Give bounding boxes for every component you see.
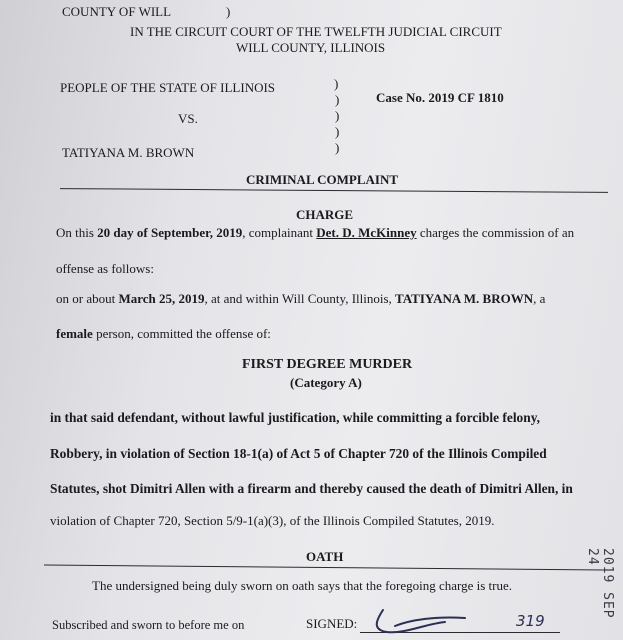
defendant-ref: TATIYANA M. BROWN (395, 291, 534, 306)
subscribed-line: Subscribed and sworn to before me on (52, 618, 245, 632)
caption-paren: ) (335, 140, 340, 155)
complaint-date: 20 day of September, 2019 (97, 225, 243, 240)
paragraph-2: offense as follows: (56, 261, 154, 276)
offense-date: March 25, 2019 (118, 291, 205, 306)
text-run: , complainant (242, 225, 317, 240)
signature-number: 319 (516, 612, 545, 630)
caption-paren: ) (335, 124, 340, 139)
text-run: , a (533, 291, 546, 306)
body-line-2: Robbery, in violation of Section 18-1(a) of Act 5 of Chapter 720 of the Illinois Compiled (50, 446, 547, 461)
case-number: Case No. 2019 CF 1810 (376, 90, 504, 105)
complainant-name: Det. D. McKinney (316, 225, 417, 240)
text-run: person, committed the offense of: (92, 326, 271, 341)
body-line-3: Statutes, shot Dimitri Allen with a firearm and thereby caused the death of Dimitri Allen, in (50, 481, 573, 496)
oath-rule (44, 565, 604, 571)
body-line-4: violation of Chapter 720, Section 5/9-1(a)(3), of the Illinois Compiled Statutes, 2019. (50, 513, 495, 528)
body-line-1: in that said defendant, without lawful justification, while committing a forcible felony, (50, 410, 541, 425)
paragraph-1 (56, 225, 574, 241)
court-line-1: IN THE CIRCUIT COURT OF THE TWELFTH JUDICIAL CIRCUIT (130, 24, 502, 39)
signed-label: SIGNED: (306, 616, 358, 631)
county-paren: ) (226, 4, 231, 19)
paragraph-4 (56, 326, 271, 342)
charge-heading: CHARGE (296, 207, 354, 222)
oath-text: The undersigned being duly sworn on oath says that the foregoing charge is true. (92, 578, 512, 593)
caption-paren: ) (335, 108, 340, 123)
signature-scribble (365, 604, 485, 638)
title-rule (60, 188, 608, 193)
caption-paren: ) (335, 92, 340, 107)
offense-name: FIRST DEGREE MURDER (242, 357, 413, 372)
plaintiff-name: PEOPLE OF THE STATE OF ILLINOIS (60, 80, 276, 95)
versus-label: VS. (178, 111, 198, 126)
paragraph-3 (56, 291, 545, 307)
document-title: CRIMINAL COMPLAINT (246, 172, 399, 187)
oath-heading: OATH (306, 549, 344, 564)
county-line (62, 4, 171, 20)
filing-stamp: 2019 SEP 24 (585, 548, 615, 619)
county-name: COUNTY OF WILL (62, 4, 172, 19)
text-run: charges the commission of an (416, 225, 575, 240)
offense-category: (Category A) (290, 375, 362, 390)
text-run: On this (56, 225, 98, 240)
text-run: , at and within Will County, Illinois, (204, 291, 396, 306)
sex-ref: female (56, 326, 93, 341)
defendant-name: TATIYANA M. BROWN (62, 145, 195, 160)
court-line-2: WILL COUNTY, ILLINOIS (236, 40, 386, 55)
caption-paren: ) (334, 76, 339, 91)
text-run: on or about (56, 291, 119, 306)
